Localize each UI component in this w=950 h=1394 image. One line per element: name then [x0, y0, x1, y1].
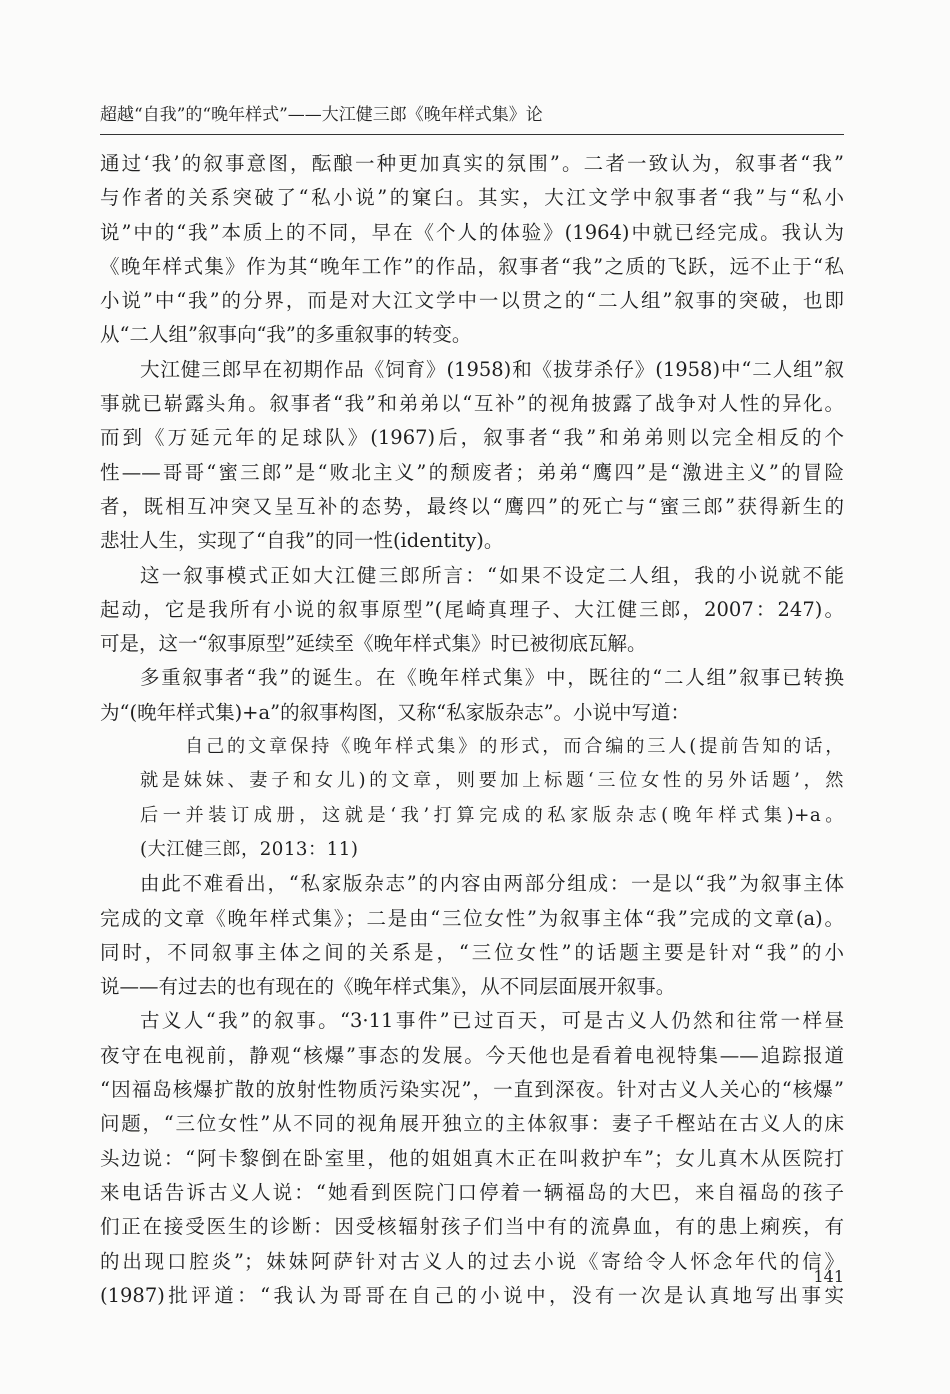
text-line: 这一叙事模式正如大江健三郎所言：“如果不设定二人组，我的小说就不能	[140, 563, 844, 587]
text-line: 头边说：“阿卡黎倒在卧室里，他的姐姐真木正在叫救护车”；女儿真木从医院打	[100, 1146, 844, 1170]
text-line: 者，既相互冲突又呈互补的态势，最终以“鹰四”的死亡与“蜜三郎”获得新生的	[100, 494, 844, 518]
text-line: 小说”中“我”的分界，而是对大江文学中一以贯之的“二人组”叙事的突破，也即	[100, 289, 844, 313]
quote-line: 后一并装订成册，这就是‘我’打算完成的私家版杂志(晚年样式集)+a。	[140, 804, 844, 826]
text-line: 性——哥哥“蜜三郎”是“败北主义”的颓废者；弟弟“鹰四”是“激进主义”的冒险	[100, 460, 844, 484]
text-line: 与作者的关系突破了“私小说”的窠臼。其实，大江文学中叙事者“我”与“私小	[100, 186, 844, 210]
text-line: (1987)批评道：“我认为哥哥在自己的小说中，没有一次是认真地写出事实	[100, 1283, 844, 1307]
text-line: 可是，这一“叙事原型”延续至《晚年样式集》时已被彻底瓦解。	[100, 632, 647, 656]
text-line: 通过‘我’的叙事意图，酝酿一种更加真实的氛围”。二者一致认为，叙事者“我”	[100, 152, 844, 175]
text-line: “因福岛核爆扩散的放射性物质污染实况”，一直到深夜。针对古义人关心的“核爆”	[100, 1078, 844, 1102]
page-number: 141	[813, 1267, 844, 1286]
paragraph-4	[100, 661, 844, 730]
text-line: 悲壮人生，实现了“自我”的同一性(identity)。	[100, 529, 504, 553]
text-line: 古义人“我”的叙事。“3·11事件”已过百天，可是古义人仍然和往常一样昼	[140, 1009, 844, 1033]
text-line: 事就已崭露头角。叙事者“我”和弟弟以“互补”的视角披露了战争对人性的异化。	[100, 392, 844, 416]
text-line: 起动，它是我所有小说的叙事原型”(尾崎真理子、大江健三郎，2007：247)。	[100, 597, 844, 621]
paragraph-3	[100, 559, 844, 662]
text-line: 由此不难看出，“私家版杂志”的内容由两部分组成：一是以“我”为叙事主体	[140, 872, 844, 896]
text-line: 完成的文章《晚年样式集》；二是由“三位女性”为叙事主体“我”完成的文章(a)。	[100, 906, 844, 930]
running-head: 超越“自我”的“晚年样式”——大江健三郎《晚年样式集》论	[100, 105, 543, 125]
text-line: 大江健三郎早在初期作品《饲育》(1958)和《拔芽杀仔》(1958)中“二人组”叙	[140, 357, 844, 381]
header-rule	[100, 134, 844, 135]
quote-line: 自己的文章保持《晚年样式集》的形式，而合编的三人(提前告知的话，	[185, 736, 844, 758]
text-line: 的出现口腔炎”；妹妹阿萨针对古义人的过去小说《寄给令人怀念年代的信》	[100, 1249, 844, 1273]
text-line: 多重叙事者“我”的诞生。在《晚年样式集》中，既往的“二人组”叙事已转换	[140, 666, 844, 690]
paragraph-1	[100, 147, 844, 353]
text-line: 从“二人组”叙事向“我”的多重叙事的转变。	[100, 323, 472, 347]
text-line: 说——有过去的也有现在的《晚年样式集》，从不同层面展开叙事。	[100, 975, 676, 999]
paragraph-2	[100, 353, 844, 559]
paragraph-5	[100, 867, 844, 1004]
text-line: 为“(晚年样式集)+a”的叙事构图，又称“私家版杂志”。小说中写道：	[100, 700, 691, 724]
paragraph-6	[100, 1004, 844, 1313]
text-line: 同时，不同叙事主体之间的关系是，“三位女性”的话题主要是针对“我”的小	[100, 940, 844, 964]
text-line: 来电话告诉古义人说：“她看到医院门口停着一辆福岛的大巴，来自福岛的孩子	[100, 1180, 844, 1204]
text-line: 说”中的“我”本质上的不同，早在《个人的体验》(1964)中就已经完成。我认为	[100, 220, 844, 244]
text-line: 《晚年样式集》作为其“晚年工作”的作品，叙事者“我”之质的飞跃，远不止于“私	[100, 254, 844, 278]
text-line: 而到《万延元年的足球队》(1967)后，叙事者“我”和弟弟则以完全相反的个	[100, 426, 844, 450]
body-text	[100, 147, 844, 1313]
quote-citation: (大江健三郎，2013：11)	[140, 838, 359, 860]
quote-line: 就是妹妹、妻子和女儿)的文章，则要加上标题‘三位女性的另外话题’，然	[140, 770, 844, 792]
text-line: 们正在接受医生的诊断：因受核辐射孩子们当中有的流鼻血，有的患上痢疾，有	[100, 1215, 844, 1239]
text-line: 问题，“三位女性”从不同的视角展开独立的主体叙事：妻子千樫站在古义人的床	[100, 1112, 844, 1136]
text-line: 夜守在电视前，静观“核爆”事态的发展。今天他也是看着电视特集——追踪报道	[100, 1043, 844, 1067]
block-quote	[100, 730, 844, 867]
